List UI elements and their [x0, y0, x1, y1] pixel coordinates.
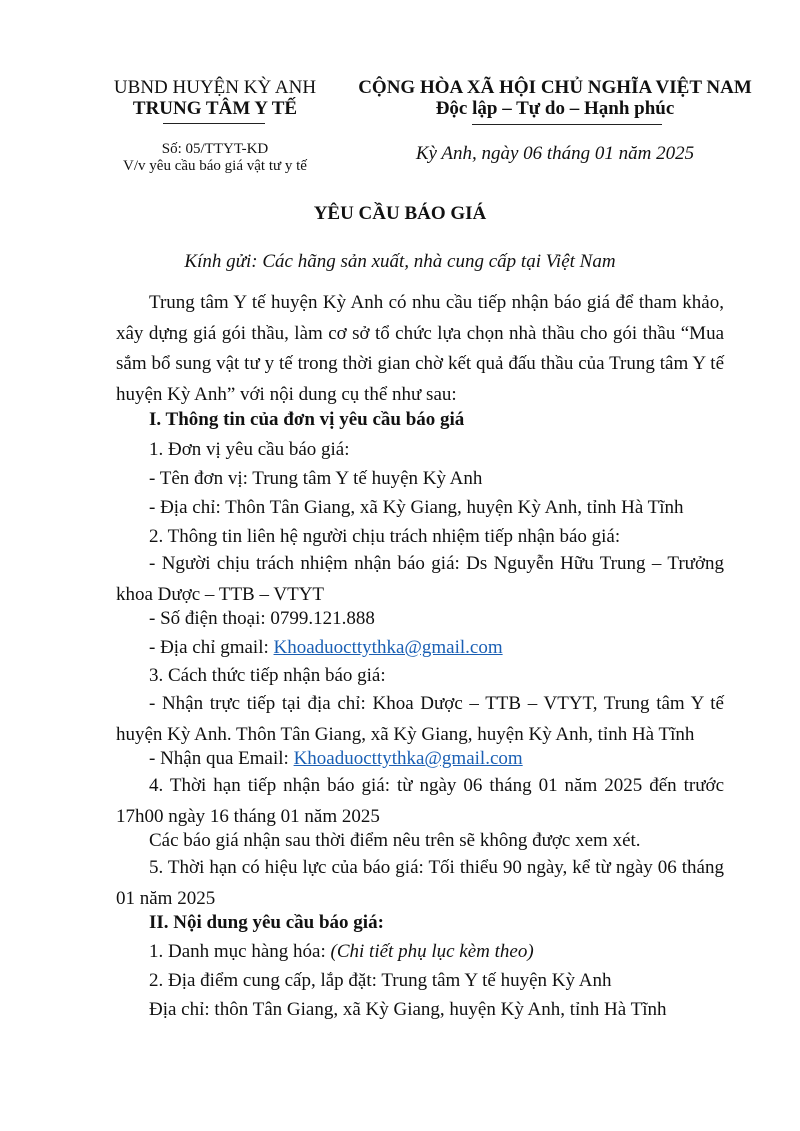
- greeting: Kính gửi: Các hãng sản xuất, nhà cung cấp tại Việt Nam: [184, 251, 616, 272]
- motto-underline: [472, 124, 662, 125]
- section-1-item-2: 2. Thông tin liên hệ người chịu trách nhiệm tiếp nhận báo giá:: [149, 526, 621, 547]
- gmail-label: - Địa chỉ gmail:: [149, 637, 274, 658]
- email-line: [149, 748, 523, 770]
- place-and-date: Kỳ Anh, ngày 06 tháng 01 năm 2025: [415, 143, 695, 164]
- unit-address-line: - Địa chỉ: Thôn Tân Giang, xã Kỳ Giang, huyện Kỳ Anh, tỉnh Hà Tĩnh: [149, 497, 684, 518]
- section-1-heading: I. Thông tin của đơn vị yêu cầu báo giá: [149, 409, 465, 430]
- delivery-location: 2. Địa điểm cung cấp, lắp đặt: Trung tâm Y tế huyện Kỳ Anh: [149, 970, 612, 991]
- document-number: Số: 05/TTYT-KD: [161, 141, 269, 157]
- email-link[interactable]: Khoaduocttythka@gmail.com: [293, 748, 523, 769]
- delivery-address: Địa chỉ: thôn Tân Giang, xã Kỳ Giang, huyện Kỳ Anh, tỉnh Hà Tĩnh: [149, 999, 667, 1020]
- phone-line: - Số điện thoại: 0799.121.888: [149, 608, 375, 629]
- goods-list-line: [149, 941, 534, 963]
- goods-list-note: (Chi tiết phụ lục kèm theo): [330, 941, 534, 962]
- national-title: CỘNG HÒA XÃ HỘI CHỦ NGHĨA VIỆT NAM: [358, 77, 752, 98]
- email-label: - Nhận qua Email:: [149, 748, 294, 769]
- section-1-item-4: 4. Thời hạn tiếp nhận báo giá: từ ngày 06 tháng 01 năm 2025 đến trước 17h00 ngày 16 tháng 01 năm 2025: [116, 775, 724, 827]
- section-1-item-3: 3. Cách thức tiếp nhận báo giá:: [149, 665, 386, 686]
- gmail-link[interactable]: Khoaduocttythka@gmail.com: [273, 637, 503, 658]
- document-title: YÊU CẦU BÁO GIÁ: [313, 203, 487, 224]
- goods-list-label: 1. Danh mục hàng hóa:: [149, 941, 331, 962]
- responsible-person: - Người chịu trách nhiệm nhận báo giá: Ds Nguyễn Hữu Trung – Trưởng khoa Dược – TTB – VTYT: [116, 553, 724, 605]
- section-1-item-5: 5. Thời hạn có hiệu lực của báo giá: Tối thiểu 90 ngày, kể từ ngày 06 tháng 01 năm 2025: [116, 857, 724, 909]
- direct-delivery: - Nhận trực tiếp tại địa chỉ: Khoa Dược – TTB – VTYT, Trung tâm Y tế huyện Kỳ Anh. Thôn Tân Giang, xã Kỳ Giang, huyện Kỳ Anh, tỉnh Hà Tĩnh: [116, 693, 724, 745]
- unit-underline: [163, 123, 265, 124]
- gmail-line: [149, 637, 503, 659]
- issuing-authority: UBND HUYỆN KỲ ANH: [113, 77, 317, 98]
- unit-name-line: - Tên đơn vị: Trung tâm Y tế huyện Kỳ Anh: [149, 468, 483, 489]
- section-2-heading: II. Nội dung yêu cầu báo giá:: [149, 912, 384, 933]
- document-subject: V/v yêu cầu báo giá vật tư y tế: [123, 158, 307, 174]
- issuing-unit: TRUNG TÂM Y TẾ: [132, 98, 298, 119]
- late-quote-note: Các báo giá nhận sau thời điểm nêu trên sẽ không được xem xét.: [149, 830, 641, 851]
- section-1-item-1: 1. Đơn vị yêu cầu báo giá:: [149, 439, 350, 460]
- intro-paragraph: Trung tâm Y tế huyện Kỳ Anh có nhu cầu tiếp nhận báo giá để tham khảo, xây dựng giá gói thầu, làm cơ sở tổ chức lựa chọn nhà thầu cho gói thầu “Mua sắm bổ sung vật tư y tế trong thời gian chờ kết quả đấu thầu của Trung tâm Y tế huyện Kỳ Anh” với nội dung cụ thể như sau:: [116, 292, 724, 405]
- national-motto: Độc lập – Tự do – Hạnh phúc: [435, 98, 675, 119]
